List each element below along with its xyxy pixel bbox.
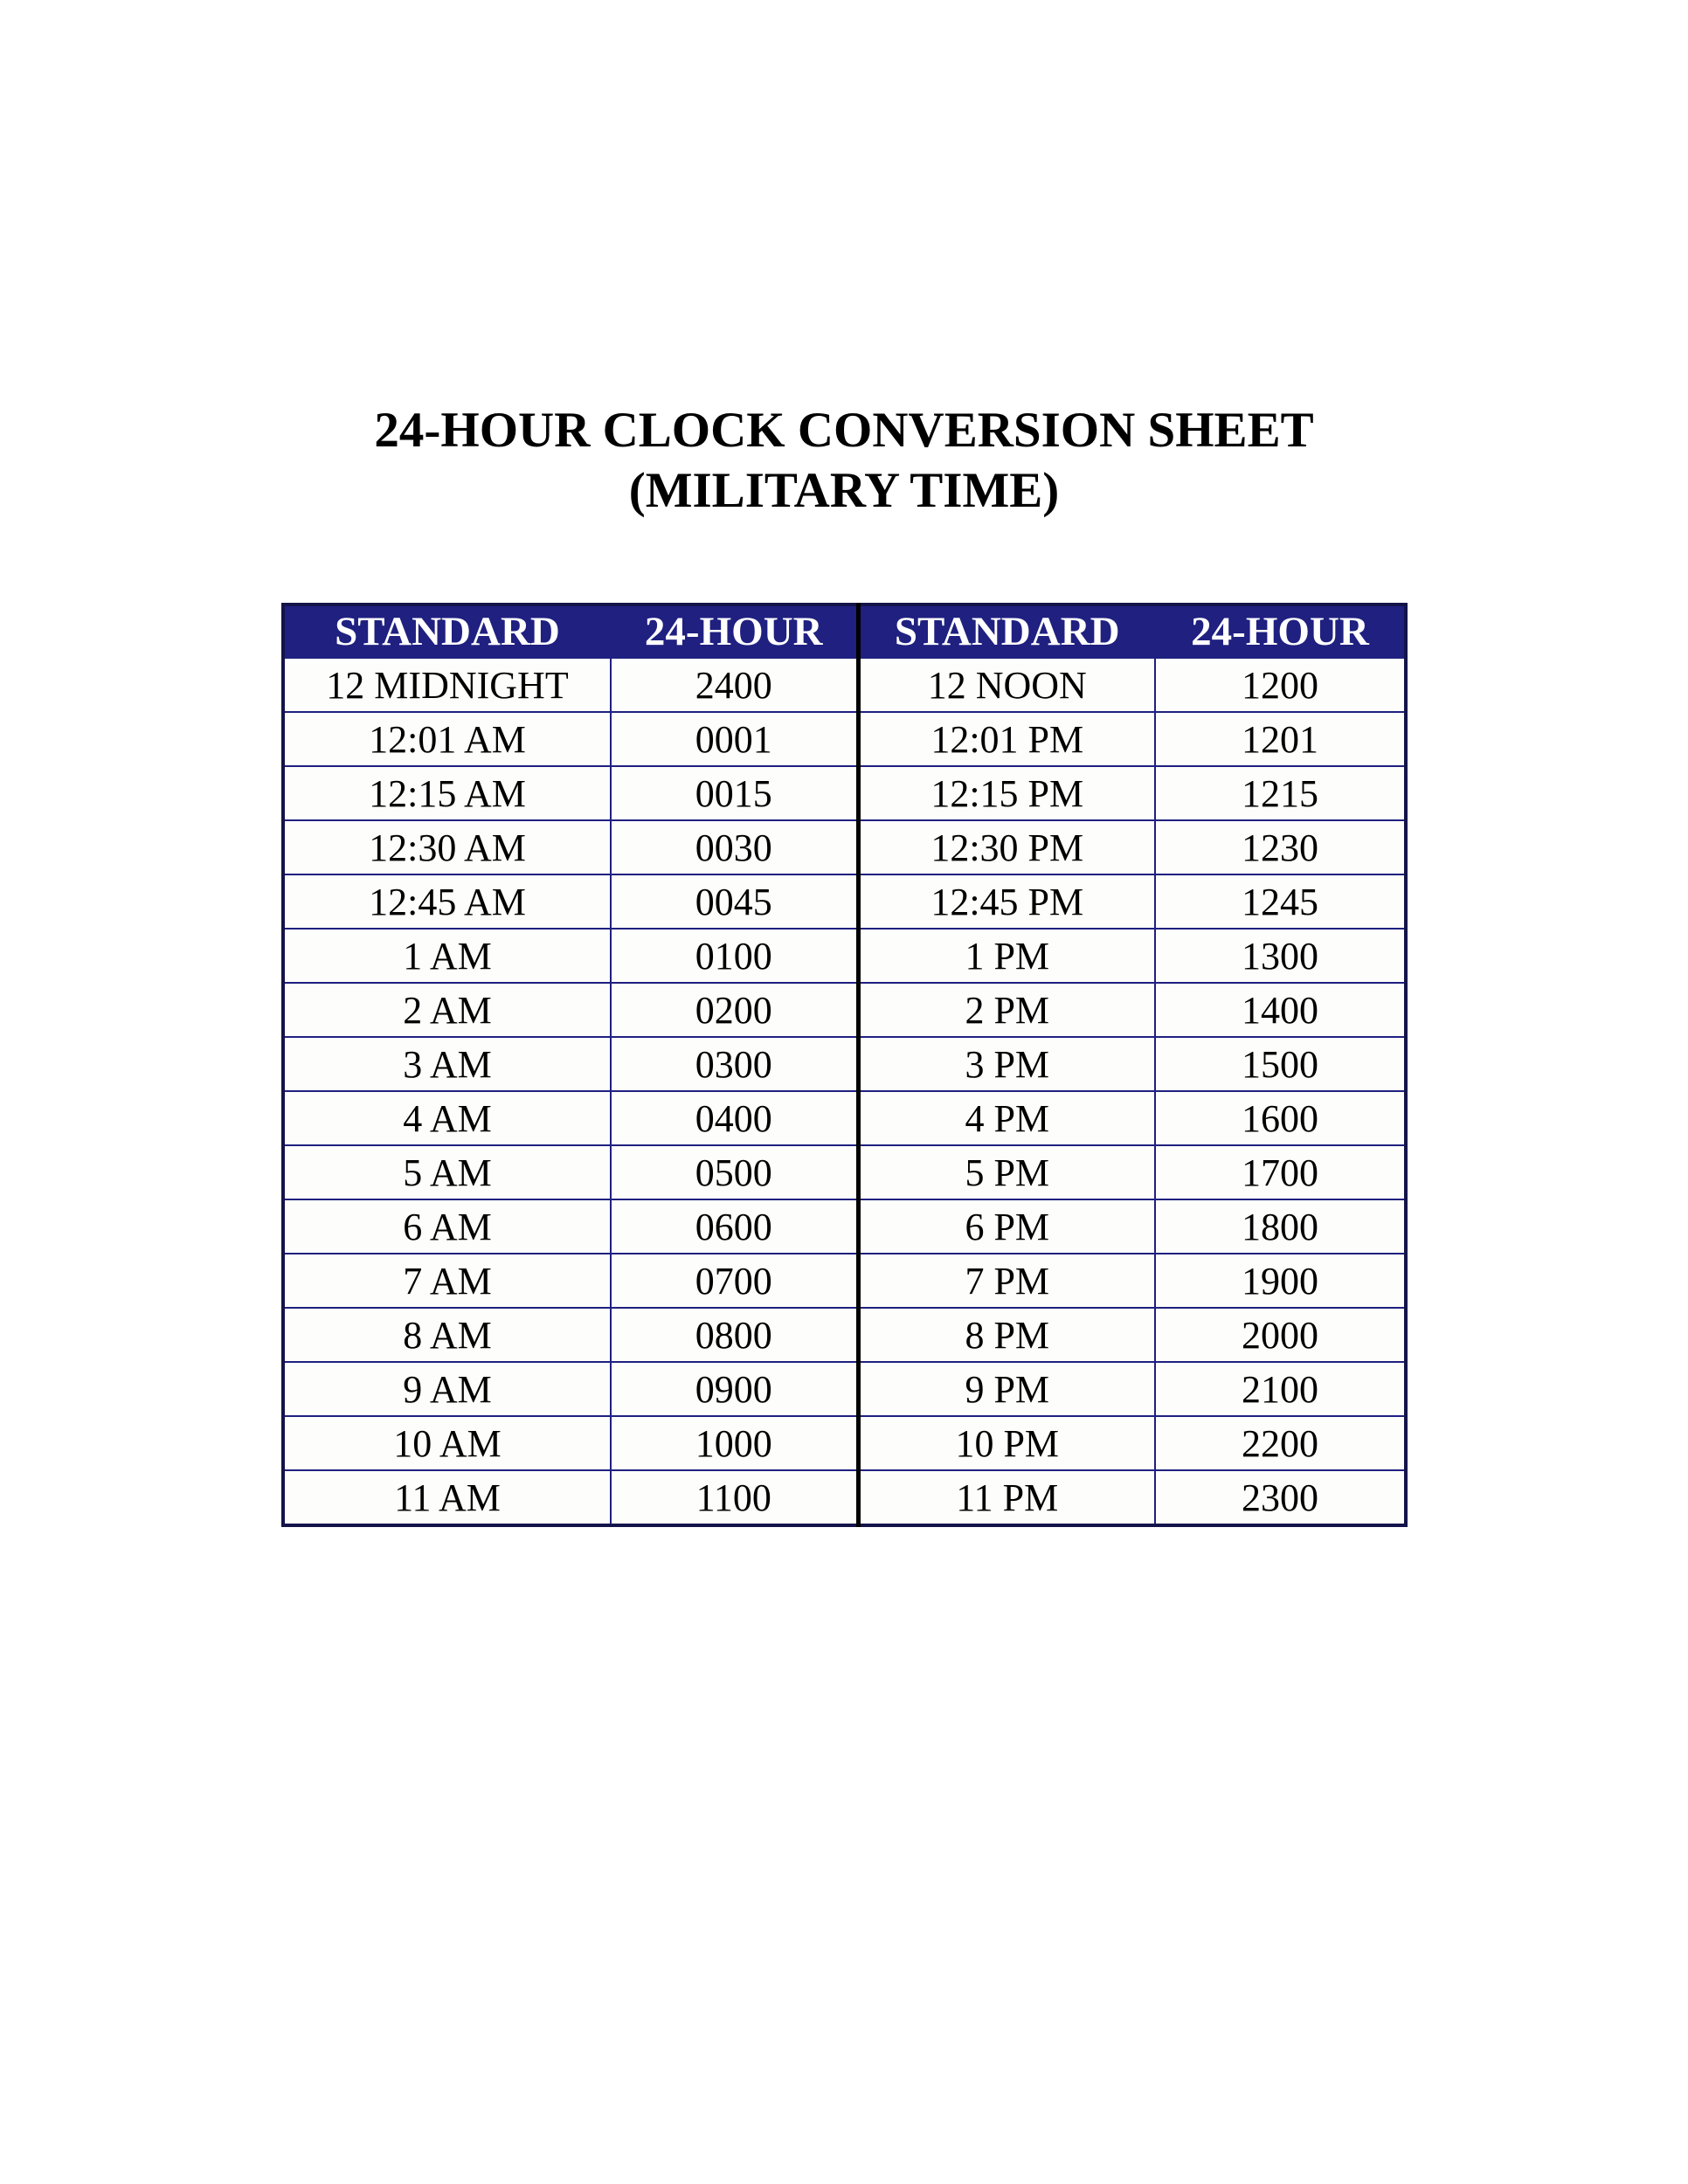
military-time-cell: 1230 (1155, 820, 1406, 874)
standard-time-cell: 10 PM (858, 1416, 1155, 1470)
standard-time-cell: 3 AM (283, 1037, 611, 1091)
table-row (283, 983, 1406, 1037)
military-time-cell: 1215 (1155, 766, 1406, 820)
table-row (283, 1254, 1406, 1308)
military-time-cell: 1245 (1155, 874, 1406, 929)
military-time-cell: 2400 (611, 658, 858, 712)
standard-time-cell: 12:30 PM (858, 820, 1155, 874)
table-row (283, 1091, 1406, 1145)
table-row (283, 658, 1406, 712)
military-time-cell: 0100 (611, 929, 858, 983)
standard-time-cell: 4 PM (858, 1091, 1155, 1145)
table-row (283, 1308, 1406, 1362)
standard-time-cell: 7 PM (858, 1254, 1155, 1308)
table-row (283, 1199, 1406, 1254)
standard-time-cell: 2 AM (283, 983, 611, 1037)
header-standard-pm: STANDARD (858, 605, 1155, 658)
standard-time-cell: 3 PM (858, 1037, 1155, 1091)
military-time-cell: 0015 (611, 766, 858, 820)
standard-time-cell: 12 MIDNIGHT (283, 658, 611, 712)
standard-time-cell: 8 PM (858, 1308, 1155, 1362)
military-time-cell: 0400 (611, 1091, 858, 1145)
military-time-cell: 1800 (1155, 1199, 1406, 1254)
military-time-cell: 2300 (1155, 1470, 1406, 1525)
table-row (283, 1037, 1406, 1091)
header-24hour-pm: 24-HOUR (1155, 605, 1406, 658)
standard-time-cell: 12:45 PM (858, 874, 1155, 929)
military-time-cell: 0700 (611, 1254, 858, 1308)
standard-time-cell: 1 AM (283, 929, 611, 983)
table-row (283, 766, 1406, 820)
military-time-cell: 1900 (1155, 1254, 1406, 1308)
military-time-cell: 0900 (611, 1362, 858, 1416)
military-time-cell: 0600 (611, 1199, 858, 1254)
header-24hour-am: 24-HOUR (611, 605, 858, 658)
military-time-cell: 1500 (1155, 1037, 1406, 1091)
military-time-cell: 1201 (1155, 712, 1406, 766)
table-row (283, 1145, 1406, 1199)
military-time-cell: 1400 (1155, 983, 1406, 1037)
military-time-cell: 2000 (1155, 1308, 1406, 1362)
military-time-cell: 0800 (611, 1308, 858, 1362)
standard-time-cell: 12:45 AM (283, 874, 611, 929)
header-standard-am: STANDARD (283, 605, 611, 658)
standard-time-cell: 2 PM (858, 983, 1155, 1037)
standard-time-cell: 7 AM (283, 1254, 611, 1308)
military-time-cell: 2100 (1155, 1362, 1406, 1416)
table-row (283, 712, 1406, 766)
standard-time-cell: 6 PM (858, 1199, 1155, 1254)
page-title-line-1: 24-HOUR CLOCK CONVERSION SHEET (374, 403, 1314, 458)
standard-time-cell: 11 AM (283, 1470, 611, 1525)
standard-time-cell: 9 PM (858, 1362, 1155, 1416)
standard-time-cell: 1 PM (858, 929, 1155, 983)
standard-time-cell: 5 AM (283, 1145, 611, 1199)
conversion-table (281, 603, 1408, 1527)
table-row (283, 874, 1406, 929)
military-time-cell: 1700 (1155, 1145, 1406, 1199)
military-time-cell: 0030 (611, 820, 858, 874)
page-title-line-2: (MILITARY TIME) (628, 463, 1060, 518)
standard-time-cell: 12 NOON (858, 658, 1155, 712)
table-row (283, 929, 1406, 983)
military-time-cell: 1200 (1155, 658, 1406, 712)
page-title (0, 400, 1688, 521)
standard-time-cell: 9 AM (283, 1362, 611, 1416)
table-row (283, 1362, 1406, 1416)
standard-time-cell: 10 AM (283, 1416, 611, 1470)
table-header-row (283, 605, 1406, 658)
standard-time-cell: 5 PM (858, 1145, 1155, 1199)
military-time-cell: 1000 (611, 1416, 858, 1470)
standard-time-cell: 12:01 PM (858, 712, 1155, 766)
military-time-cell: 2200 (1155, 1416, 1406, 1470)
military-time-cell: 1100 (611, 1470, 858, 1525)
conversion-table-body (283, 658, 1406, 1525)
standard-time-cell: 11 PM (858, 1470, 1155, 1525)
standard-time-cell: 12:30 AM (283, 820, 611, 874)
standard-time-cell: 6 AM (283, 1199, 611, 1254)
standard-time-cell: 8 AM (283, 1308, 611, 1362)
military-time-cell: 0045 (611, 874, 858, 929)
military-time-cell: 1300 (1155, 929, 1406, 983)
military-time-cell: 1600 (1155, 1091, 1406, 1145)
standard-time-cell: 12:01 AM (283, 712, 611, 766)
standard-time-cell: 12:15 AM (283, 766, 611, 820)
table-row (283, 1470, 1406, 1525)
standard-time-cell: 12:15 PM (858, 766, 1155, 820)
military-time-cell: 0001 (611, 712, 858, 766)
table-row (283, 820, 1406, 874)
standard-time-cell: 4 AM (283, 1091, 611, 1145)
military-time-cell: 0200 (611, 983, 858, 1037)
military-time-cell: 0300 (611, 1037, 858, 1091)
military-time-cell: 0500 (611, 1145, 858, 1199)
table-row (283, 1416, 1406, 1470)
